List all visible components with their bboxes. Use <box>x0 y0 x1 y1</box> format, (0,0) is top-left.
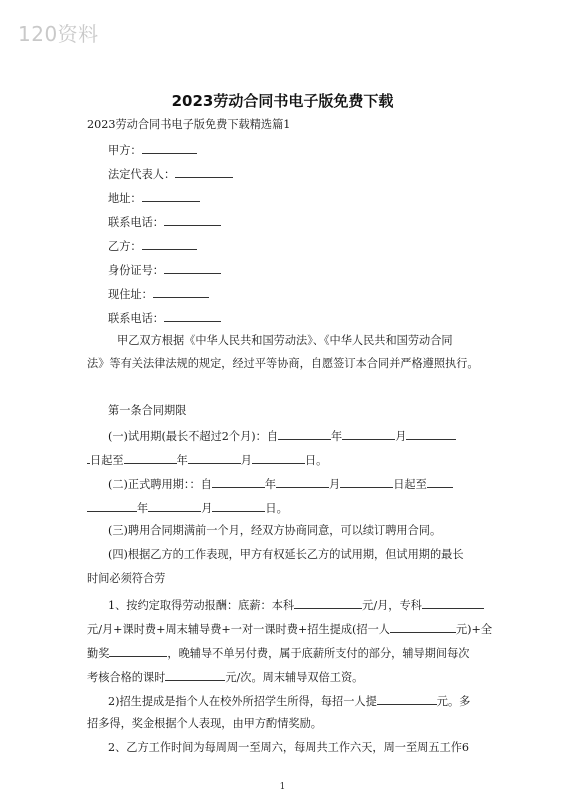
id-number-blank[interactable] <box>164 262 221 274</box>
formal-end-year-blank-b[interactable] <box>87 500 137 512</box>
formal-end-day-blank[interactable] <box>212 500 265 512</box>
contact-phone-a-field: 联系电话： <box>108 214 221 230</box>
party-a-blank[interactable] <box>142 142 197 154</box>
probation-start-day-blank[interactable] <box>406 428 456 440</box>
extension-clause-line-1: (四)根据乙方的工作表现，甲方有权延长乙方的试用期，但试用期的最长 <box>108 548 464 561</box>
probation-end-day-blank[interactable] <box>252 452 305 464</box>
extension-clause-line-2: 时间必须符合劳 <box>87 572 166 585</box>
probation-end-year-blank[interactable] <box>124 452 177 464</box>
document-subtitle: 2023劳动合同书电子版免费下载精选篇1 <box>87 118 291 131</box>
bachelor-salary-blank[interactable] <box>294 597 362 609</box>
clause-1-heading: 第一条合同期限 <box>108 404 187 417</box>
renewal-clause: (三)聘用合同期满前一个月，经双方协商同意，可以续订聘用合同。 <box>108 524 442 537</box>
pay-line-3: 勤奖 ，晚辅导不单另付费，属于底薪所支付的部分，辅导期间每次 <box>87 647 470 660</box>
lesson-fee-blank[interactable] <box>165 669 225 681</box>
party-a-field: 甲方： <box>108 142 197 158</box>
recruit-bonus-blank[interactable] <box>377 693 437 705</box>
residence-blank[interactable] <box>153 286 209 298</box>
probation-end-month-blank[interactable] <box>188 452 241 464</box>
work-hours-line-1: 2、乙方工作时间为每周周一至周六，每周共工作六天，周一至周五工作6 <box>108 741 470 754</box>
pay-line-2: 元/月+课时费+周末辅导费+一对一课时费+招生提成(招一人 元)+全 <box>87 623 493 636</box>
recruit-commission-blank[interactable] <box>390 621 456 633</box>
contact-phone-a-blank[interactable] <box>164 214 221 226</box>
formal-start-year-blank[interactable] <box>212 476 265 488</box>
attendance-bonus-blank[interactable] <box>109 645 167 657</box>
page-number: 1 <box>279 782 286 792</box>
intro-paragraph-line-2: 法》等有关法律法规的规定，经过平等协商，自愿签订本合同并严格遵照执行。 <box>87 357 479 370</box>
recruit-line-2: 招多得，奖金根据个人表现，由甲方酌情奖励。 <box>87 717 322 730</box>
pay-line-4: 考核合格的课时 元/次。周末辅导双倍工资。 <box>87 671 364 684</box>
formal-end-month-blank[interactable] <box>148 500 201 512</box>
probation-start-year-blank[interactable] <box>278 428 331 440</box>
probation-line-2: 日起至 年 月 日。 <box>87 452 327 468</box>
party-b-field: 乙方： <box>108 238 197 254</box>
party-b-blank[interactable] <box>142 238 197 250</box>
watermark-logo: 120资料 <box>18 22 99 46</box>
legal-rep-field: 法定代表人： <box>108 166 233 182</box>
address-field: 地址： <box>108 190 200 206</box>
contact-phone-b-field: 联系电话： <box>108 310 221 326</box>
probation-start-month-blank[interactable] <box>342 428 395 440</box>
formal-term-line-1: (二)正式聘用期：：自 年 月 日起至 <box>108 476 453 492</box>
legal-rep-blank[interactable] <box>175 166 233 178</box>
pay-line-1: 1、按约定取得劳动报酬：底薪：本科 元/月，专科 <box>108 597 484 613</box>
formal-end-year-blank-a[interactable] <box>427 476 453 488</box>
residence-field: 现住址： <box>108 286 209 302</box>
intro-paragraph-line-1: 甲乙双方根据《中华人民共和国劳动法》、《中华人民共和国劳动合同 <box>117 334 453 347</box>
recruit-line-1: 2)招生提成是指个人在校外所招学生所得，每招一人提 元。多 <box>108 695 471 708</box>
formal-term-line-2: 年 月 日。 <box>87 500 288 516</box>
college-salary-blank[interactable] <box>422 597 484 609</box>
formal-start-month-blank[interactable] <box>276 476 329 488</box>
document-title: 2023劳动合同书电子版免费下载 <box>171 92 394 110</box>
id-number-field: 身份证号： <box>108 262 221 278</box>
contact-phone-b-blank[interactable] <box>164 310 221 322</box>
probation-line-1: (一)试用期(最长不超过2个月)：自 年 月 <box>108 428 456 444</box>
address-blank[interactable] <box>142 190 200 202</box>
formal-start-day-blank[interactable] <box>340 476 393 488</box>
